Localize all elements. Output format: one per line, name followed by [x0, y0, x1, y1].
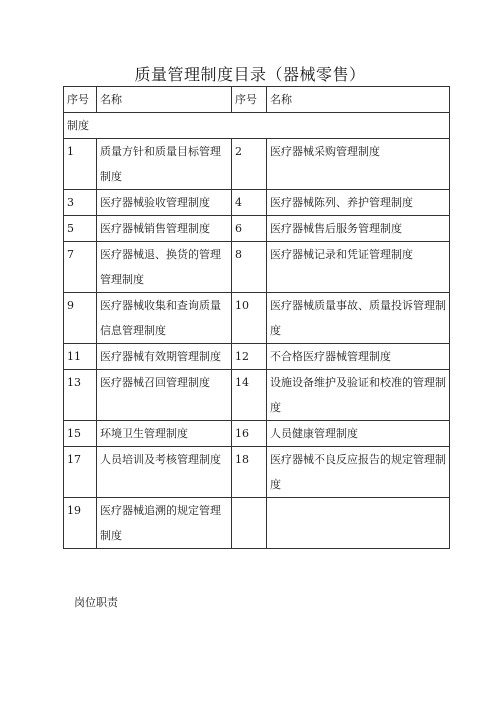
row-no: 6 [232, 216, 267, 242]
row-title [267, 498, 450, 549]
section-label: 制度 [64, 113, 450, 139]
row-title: 医疗器械有效期管理制度 [97, 344, 232, 370]
header-name-2: 名称 [267, 87, 450, 113]
row-title: 环境卫生管理制度 [97, 421, 232, 447]
row-title: 医疗器械退、换货的管理管理制度 [97, 242, 232, 293]
table-header-row [64, 87, 450, 113]
table-row [64, 190, 450, 216]
row-no: 2 [232, 139, 267, 190]
row-title: 医疗器械售后服务管理制度 [267, 216, 450, 242]
row-no: 18 [232, 447, 267, 498]
table-row [64, 447, 450, 498]
table-row [64, 139, 450, 190]
table-row [64, 242, 450, 293]
table-row [64, 498, 450, 549]
row-title: 质量方针和质量目标管理制度 [97, 139, 232, 190]
row-no: 19 [64, 498, 97, 549]
header-no-2: 序号 [232, 87, 267, 113]
table-row [64, 216, 450, 242]
row-no: 14 [232, 370, 267, 421]
row-no: 11 [64, 344, 97, 370]
row-title: 人员培训及考核管理制度 [97, 447, 232, 498]
row-title: 医疗器械追溯的规定管理制度 [97, 498, 232, 549]
row-title: 医疗器械不良反应报告的规定管理制度 [267, 447, 450, 498]
page-title: 质量管理制度目录（器械零售） [134, 65, 366, 84]
table-row [64, 370, 450, 421]
row-no: 12 [232, 344, 267, 370]
row-title: 医疗器械记录和凭证管理制度 [267, 242, 450, 293]
row-no: 5 [64, 216, 97, 242]
row-title: 医疗器械收集和查询质量信息管理制度 [97, 293, 232, 344]
row-title: 医疗器械质量事故、质量投诉管理制度 [267, 293, 450, 344]
footer-label: 岗位职责 [74, 596, 118, 609]
toc-table [63, 86, 450, 549]
section-row [64, 113, 450, 139]
row-title: 人员健康管理制度 [267, 421, 450, 447]
row-no: 10 [232, 293, 267, 344]
row-no: 3 [64, 190, 97, 216]
row-title: 医疗器械陈列、养护管理制度 [267, 190, 450, 216]
row-no: 1 [64, 139, 97, 190]
row-no: 17 [64, 447, 97, 498]
header-name-1: 名称 [97, 87, 232, 113]
row-no: 16 [232, 421, 267, 447]
row-title: 设施设备维护及验证和校准的管理制度 [267, 370, 450, 421]
row-no [232, 498, 267, 549]
row-no: 15 [64, 421, 97, 447]
row-title: 医疗器械采购管理制度 [267, 139, 450, 190]
row-title: 不合格医疗器械管理制度 [267, 344, 450, 370]
row-no: 9 [64, 293, 97, 344]
row-no: 8 [232, 242, 267, 293]
row-title: 医疗器械召回管理制度 [97, 370, 232, 421]
row-no: 4 [232, 190, 267, 216]
row-title: 医疗器械验收管理制度 [97, 190, 232, 216]
row-title: 医疗器械销售管理制度 [97, 216, 232, 242]
table-row [64, 293, 450, 344]
header-no-1: 序号 [64, 87, 97, 113]
table-row [64, 421, 450, 447]
table-row [64, 344, 450, 370]
row-no: 13 [64, 370, 97, 421]
row-no: 7 [64, 242, 97, 293]
